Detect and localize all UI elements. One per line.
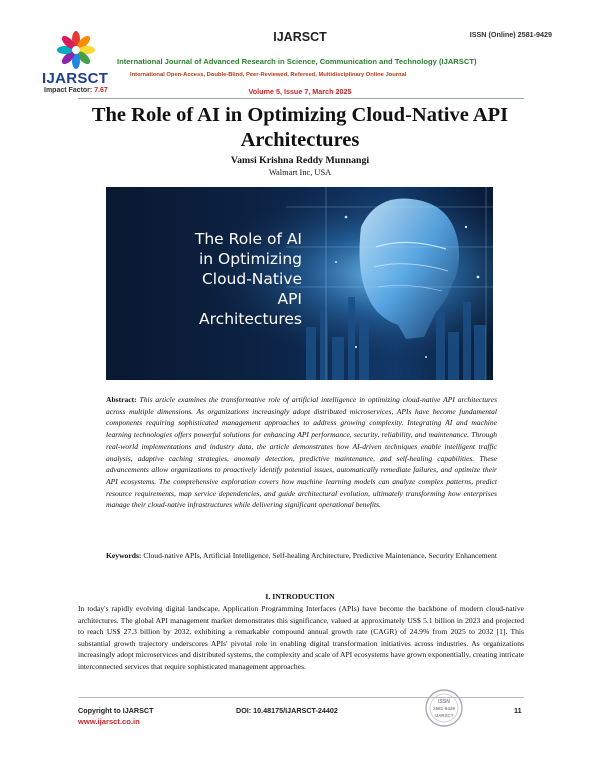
issn: ISSN (Online) 2581-9429 [469,30,552,39]
page-number: 11 [514,706,522,715]
abstract [106,394,497,511]
keywords-text: Cloud-native APIs, Artificial Intelligence, Self-healing Architecture, Predictive Maintenance, Security Enhancement [141,551,497,560]
doi[interactable]: DOI: 10.48175/IJARSCT-24402 [236,706,338,715]
website-link[interactable]: www.ijarsct.co.in [78,717,140,726]
impact-value: 7.67 [94,87,108,94]
journal-full-name: International Journal of Advanced Research in Science, Communication and Technology (IJARSCT) [117,57,477,66]
keywords-label: Keywords: [106,551,142,560]
abstract-text: This article examines the transformative role of artificial intelligence in optimizing cloud-native API architectures across multiple dimensions. As organizations increasingly adopt distributed microservices, APIs have become fundamental components requiring sophisticated management approaches to address growing complexity. Integrating AI and machine learning technologies offers powerful solutions for enhancing API performance, security, reliability, and maintenance. Through real-world implementations and industry data, the article demonstrates how AI-driven techniques enable intelligent traffic analysis, adaptive caching strategies, anomaly detection, predictive maintenance, and self-healing capabilities. These advancements allow organizations to proactively identify potential issues, automatically remediate failures, and optimize their API ecosystems. The comprehensive exploration covers how machine learning models can analyze complex patterns, predict resource requirements, map service dependencies, and guide architectural evolution, ultimately transforming how enterprises manage their cloud-native infrastructures while delivering significant operational benefits. [106,395,498,510]
header-divider [78,98,524,99]
hero-line: Architectures [199,310,302,328]
section-title: I. INTRODUCTION [265,592,335,601]
hero-image [106,187,493,380]
abstract-label: Abstract: [106,395,137,404]
hero-line: in Optimizing [199,250,302,268]
issn-seal-icon [424,688,464,728]
section-body: In today's rapidly evolving digital landscape, Application Programming Interfaces (APIs) have become the backbone of modern cloud-native architectures. The global API management market demonstrates this significance, valued at approximately US$ 5.1 billion in 2023 and projected to reach US$ 27.3 billion by 2032, exhibiting a remarkable compound annual growth rate (CAGR) of 24.9% from 2025 to 2032 [1]. This substantial growth trajectory underscores APIs' pivotal role in enabling digital transformation initiatives across industries. As organizations increasingly adopt microservices and distributed systems, the complexity and scale of API ecosystems have grown exponentially, creating intricate interconnected services that require sophisticated management approaches. [78,604,524,671]
impact-label: Impact Factor: [44,87,95,94]
seal-line3: IJARSCT [434,713,454,718]
hero-line: The Role of AI [194,230,302,248]
paper-title: The Role of AI in Optimizing Cloud-Native API Architectures [91,104,509,151]
volume-issue: Volume 5, Issue 7, March 2025 [248,87,352,96]
seal-line1: ISSN [438,699,450,705]
journal-logo-text: IJARSCT [42,70,109,87]
seal-line2: 2581-9429 [433,706,455,711]
journal-short-name: IJARSCT [273,30,327,44]
hero-line: API [277,290,302,308]
hero-caption [142,229,302,329]
paper-author: Vamsi Krishna Reddy Munnangi [230,155,370,166]
hero-line: Cloud-Native [201,270,302,288]
keywords [106,550,497,562]
journal-tagline: International Open-Access, Double-Blind, Peer-Reviewed, Refereed, Multidisciplinary Online Journal [130,72,407,78]
copyright: Copyright to IJARSCT [78,706,154,715]
paper-affiliation: Walmart Inc, USA [268,168,332,177]
